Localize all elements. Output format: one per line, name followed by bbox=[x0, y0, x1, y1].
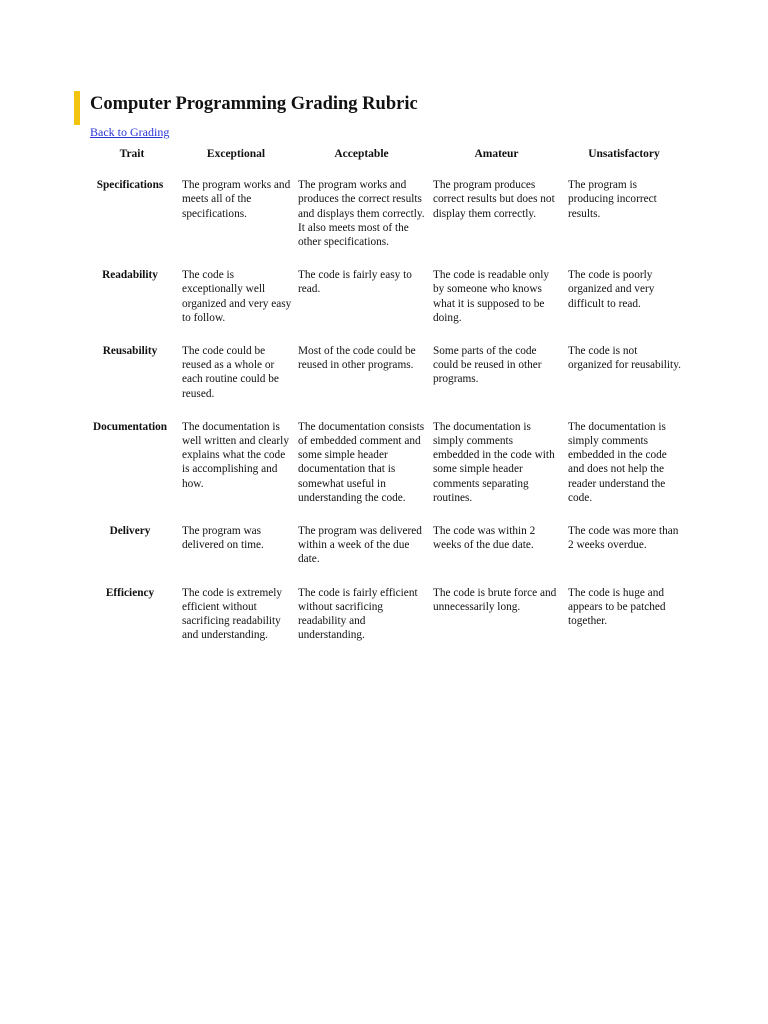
header-row bbox=[86, 143, 684, 178]
title-accent-bar bbox=[74, 91, 80, 125]
trait-cell: Specifications bbox=[96, 179, 164, 192]
amateur-cell: Some parts of the code could be reused in other programs. bbox=[433, 345, 542, 386]
exceptional-cell: The code is exceptionally well organized and very easy to follow. bbox=[182, 269, 292, 324]
back-to-grading-link[interactable]: Back to Grading bbox=[90, 125, 170, 139]
trait-cell: Efficiency bbox=[105, 586, 155, 599]
amateur-cell: The code is brute force and unnecessarily long. bbox=[433, 586, 557, 613]
unsatisfactory-cell: The documentation is simply comments embedded in the code and does not help the reader understand the code. bbox=[568, 420, 667, 504]
acceptable-cell: The code is fairly easy to read. bbox=[298, 269, 412, 296]
acceptable-cell: The documentation consists of embedded comment and some simple header documentation that is somewhat useful in understanding the code. bbox=[298, 420, 425, 504]
acceptable-cell: The code is fairly efficient without sacrificing readability and understanding. bbox=[298, 586, 418, 642]
header-exceptional: Exceptional bbox=[206, 148, 266, 160]
exceptional-cell: The program works and meets all of the specifications. bbox=[182, 179, 291, 220]
exceptional-cell: The program was delivered on time. bbox=[182, 525, 264, 552]
header-acceptable: Acceptable bbox=[334, 148, 389, 160]
exceptional-cell: The code could be reused as a whole or each routine could be reused. bbox=[182, 345, 279, 400]
unsatisfactory-cell: The code was more than 2 weeks overdue. bbox=[568, 525, 679, 552]
table-row bbox=[86, 178, 684, 268]
table-row bbox=[86, 524, 684, 586]
unsatisfactory-cell: The code is poorly organized and very difficult to read. bbox=[568, 269, 655, 310]
trait-cell: Delivery bbox=[109, 525, 151, 538]
amateur-cell: The code is readable only by someone who knows what it is supposed to be doing. bbox=[433, 269, 550, 324]
page-title: Computer Programming Grading Rubric bbox=[90, 94, 418, 114]
unsatisfactory-cell: The code is huge and appears to be patched together. bbox=[568, 586, 666, 628]
trait-cell: Readability bbox=[102, 269, 158, 282]
exceptional-cell: The documentation is well written and clearly explains what the code is accomplishing and how. bbox=[182, 420, 289, 490]
exceptional-cell: The code is extremely efficient without sacrificing readability and understanding. bbox=[182, 586, 283, 642]
header-unsatisfactory: Unsatisfactory bbox=[588, 148, 660, 160]
table-row bbox=[86, 344, 684, 420]
trait-cell: Reusability bbox=[102, 345, 158, 358]
acceptable-cell: The program was delivered within a week of the due date. bbox=[298, 525, 422, 566]
table-row bbox=[86, 268, 684, 344]
amateur-cell: The documentation is simply comments embedded in the code with some simple header comments separating routines. bbox=[433, 420, 555, 504]
table-row bbox=[86, 420, 684, 524]
table-row bbox=[86, 586, 684, 662]
amateur-cell: The code was within 2 weeks of the due date. bbox=[433, 525, 536, 552]
unsatisfactory-cell: The code is not organized for reusability. bbox=[568, 345, 681, 372]
amateur-cell: The program produces correct results but does not display them correctly. bbox=[433, 179, 555, 220]
acceptable-cell: Most of the code could be reused in other programs. bbox=[298, 345, 416, 372]
header-trait: Trait bbox=[119, 148, 145, 160]
rubric-table bbox=[86, 143, 684, 661]
acceptable-cell: The program works and produces the correct results and displays them correctly. It also meets most of the other specifications. bbox=[298, 179, 425, 249]
unsatisfactory-cell: The program is producing incorrect results. bbox=[568, 179, 657, 220]
trait-cell: Documentation bbox=[92, 420, 168, 433]
header-amateur: Amateur bbox=[474, 148, 519, 160]
